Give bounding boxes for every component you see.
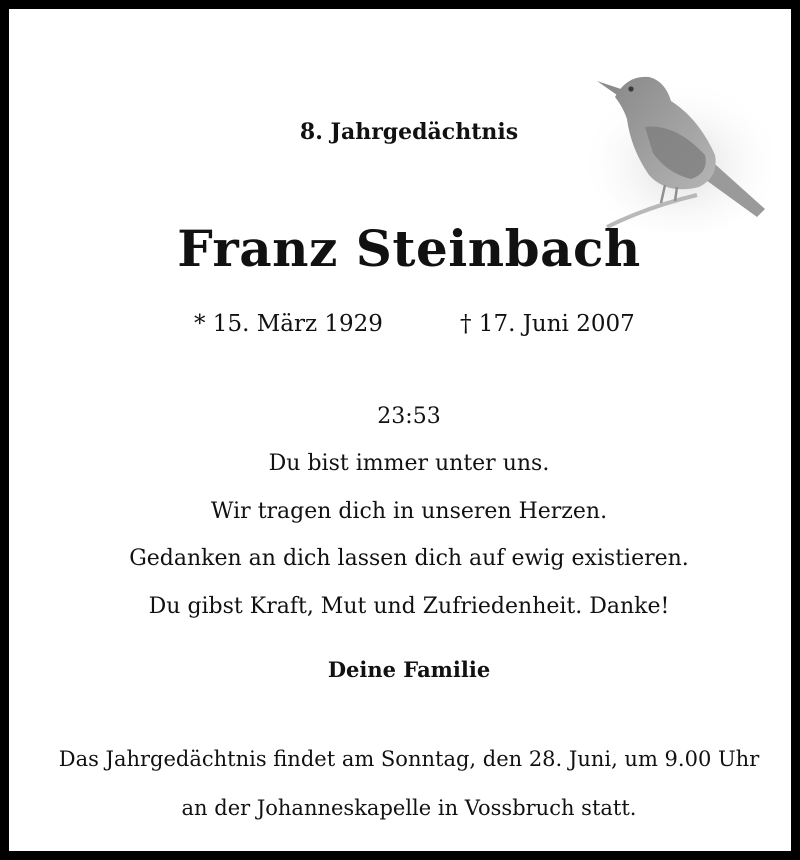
birth-date: * 15. März 1929 bbox=[194, 311, 383, 337]
service-notice-line: Das Jahrgedächtnis findet am Sonntag, den 28. Juni, um 9.00 Uhr bbox=[58, 747, 760, 771]
anniversary-heading: 8. Jahrgedächtnis bbox=[299, 119, 519, 145]
service-notice-line: an der Johanneskapelle in Vossbruch statt. bbox=[181, 796, 637, 820]
poem-line: 23:53 bbox=[377, 404, 441, 429]
poem-line: Du gibst Kraft, Mut und Zufriedenheit. Danke! bbox=[148, 594, 670, 619]
family-signature: Deine Familie bbox=[327, 657, 491, 682]
poem-line: Gedanken an dich lassen dich auf ewig existieren. bbox=[129, 546, 689, 571]
death-date: † 17. Juni 2007 bbox=[460, 311, 635, 337]
poem-line: Wir tragen dich in unseren Herzen. bbox=[210, 499, 608, 524]
poem-line: Du bist immer unter uns. bbox=[268, 451, 550, 476]
deceased-name: Franz Steinbach bbox=[177, 219, 641, 278]
